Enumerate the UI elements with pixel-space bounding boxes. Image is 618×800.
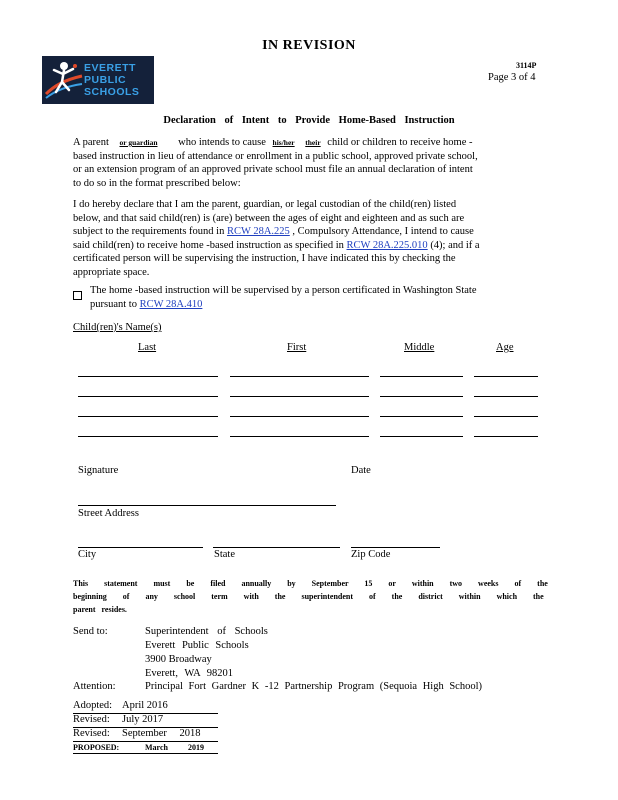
declaration-line-2: below, and that said child(ren) is (are) between the ages of eight and eighteen and as such are: [73, 212, 465, 224]
checkbox-line-2a: pursuant to: [90, 298, 137, 310]
declaration-line-1: I do hereby declare that I am the parent, guardian, or legal custodian of the child(ren) listed: [73, 199, 457, 210]
attention-value: Principal Fort Gardner K -12 Partnership Program (Sequoia High School): [145, 681, 482, 692]
zip-line[interactable]: [351, 547, 440, 548]
page-number: Page 3 of 4: [488, 72, 536, 83]
checkbox-line-1: The home -based instruction will be supervised by a person certificated in Washington State: [90, 285, 477, 296]
declaration-line-5: certificated person will be supervising the instruction, I have indicated this by checking the: [73, 253, 456, 265]
logo-text-line-1: EVERETT: [84, 62, 136, 74]
their-small: their: [305, 138, 321, 147]
date-label: Date: [351, 465, 371, 476]
signature-label: Signature: [78, 465, 119, 476]
signature-line[interactable]: [78, 505, 336, 506]
adopted-date: April 2016: [122, 700, 168, 711]
state-label: State: [214, 549, 235, 560]
or-guardian-small: or guardian: [119, 138, 158, 147]
col-middle: Middle: [404, 342, 435, 353]
logo-text-line-2: PUBLIC: [84, 74, 127, 86]
intro-line-3: or an extension program of an approved private school must file an annual declaration of intent: [73, 164, 473, 176]
state-line[interactable]: [213, 547, 340, 548]
declaration-line-4a: said child(ren) to receive home -based instruction as specified in: [73, 239, 344, 251]
notice-line-3: parent resides.: [73, 605, 127, 614]
rcw-28a410-link[interactable]: RCW 28A.410: [139, 298, 203, 310]
logo-text-line-3: SCHOOLS: [84, 86, 140, 98]
zip-code-label: Zip Code: [351, 549, 391, 560]
send-to-line-1: Superintendent of Schools: [145, 626, 268, 637]
rcw-28a225010-link[interactable]: RCW 28A.225.010: [346, 239, 428, 251]
revised-date-2: September 2018: [122, 728, 201, 739]
send-to-line-4: Everett, WA 98201: [145, 668, 234, 679]
intro-line-4: to do so in the format prescribed below:: [73, 177, 241, 189]
notice-line-2: beginning of any school term with the superintendent of the district within which the: [73, 592, 544, 601]
checkbox-icon[interactable]: [73, 291, 82, 300]
declaration-line-3a: subject to the requirements found in: [73, 226, 225, 238]
policy-code: 3114P: [516, 61, 537, 70]
adopted-label: Adopted:: [73, 700, 113, 711]
revision-title: IN REVISION: [262, 38, 356, 53]
intro-line-1: who intends to cause: [178, 137, 266, 148]
certificated-checkbox[interactable]: [73, 287, 88, 305]
send-to-line-3: 3900 Broadway: [145, 654, 212, 665]
col-first: First: [287, 342, 307, 353]
city-label: City: [78, 549, 97, 560]
declaration-line-6: appropriate space.: [73, 266, 150, 278]
street-address-label: Street Address: [78, 508, 139, 519]
col-last: Last: [138, 342, 157, 353]
proposed-date: March 2019: [145, 743, 204, 752]
everett-public-schools-logo: [42, 56, 154, 104]
send-to-label: Send to:: [73, 626, 108, 637]
intro-line-2: based instruction in lieu of attendance or enrollment in a public school, approved private school,: [73, 150, 478, 162]
his-her-small: his/her: [272, 138, 295, 147]
form-title: Declaration of Intent to Provide Home-Based Instruction: [163, 115, 455, 126]
intro-paragraph: [73, 136, 541, 190]
city-line[interactable]: [78, 547, 203, 548]
send-to-line-2: Everett Public Schools: [145, 640, 249, 651]
declaration-paragraph: [73, 198, 541, 280]
revised-label-1: Revised:: [73, 714, 110, 725]
checkbox-statement: [90, 284, 540, 311]
declaration-line-3b: , Compulsory Attendance, I intend to cause: [292, 226, 474, 238]
declaration-line-4b: (4); and if a: [430, 239, 480, 251]
revised-label-2: Revised:: [73, 728, 110, 739]
children-heading: Child(ren)'s Name(s): [73, 322, 162, 333]
notice-line-1: This statement must be filed annually by September 15 or within two weeks of the: [73, 579, 548, 588]
proposed-label: PROPOSED:: [73, 743, 120, 752]
intro-line-1b: child or children to receive home -: [327, 137, 473, 148]
attention-label: Attention:: [73, 681, 116, 692]
intro-prefix: A parent: [73, 137, 109, 148]
revised-date-1: July 2017: [122, 714, 164, 725]
rcw-28a225-link[interactable]: RCW 28A.225: [226, 226, 290, 238]
col-age: Age: [496, 342, 514, 353]
